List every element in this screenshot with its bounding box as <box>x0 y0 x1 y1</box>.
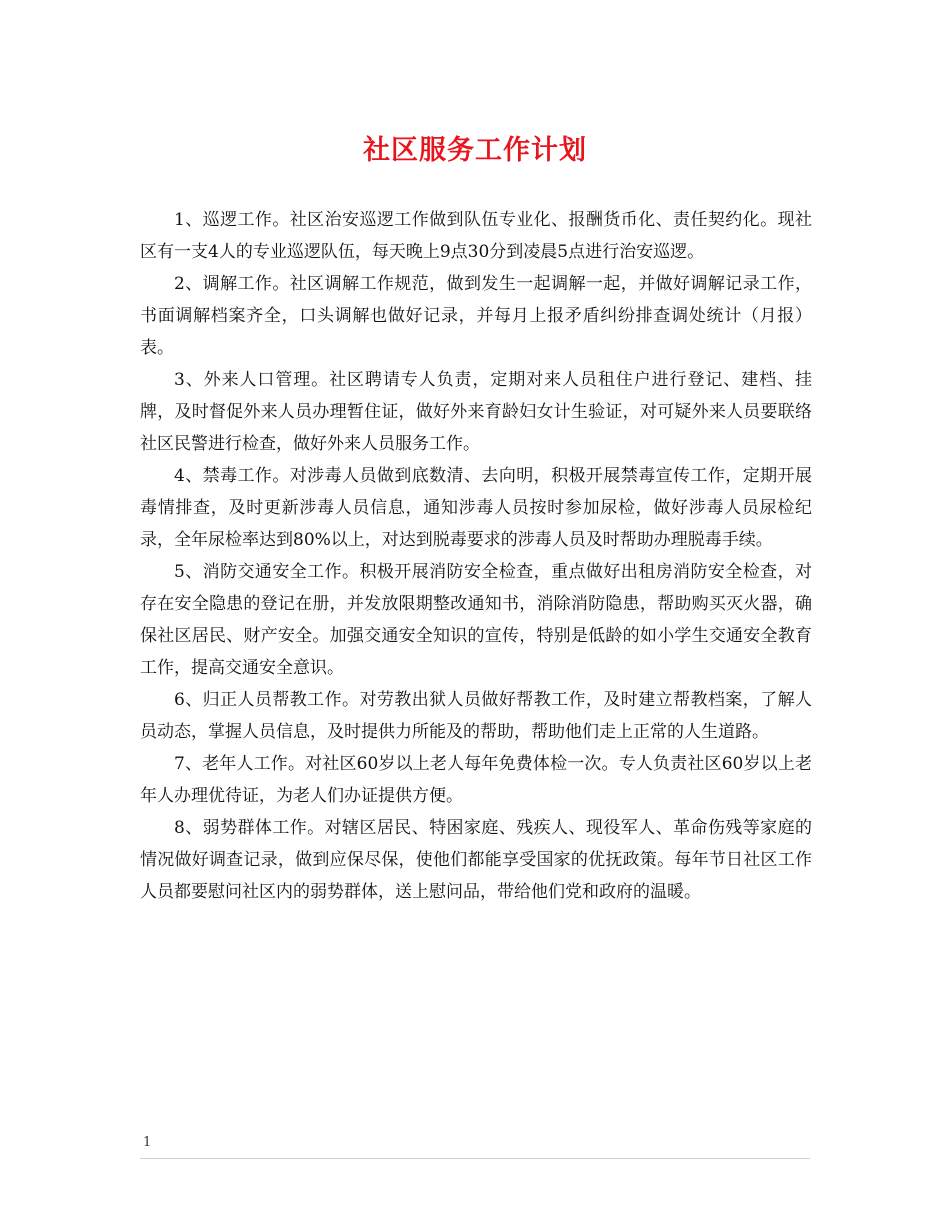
paragraph-migrant-management: 3、外来人口管理。社区聘请专人负责，定期对来人员租住户进行登记、建档、挂牌，及时督促外来人员办理暂住证，做好外来育龄妇女计生验证，对可疑外来人员要联络社区民警进行检查，做好外来人员服务工作。 <box>140 370 812 454</box>
paragraph-mediation: 2、调解工作。社区调解工作规范，做到发生一起调解一起，并做好调解记录工作，书面调解档案齐全，口头调解也做好记录，并每月上报矛盾纠纷排查调处统计（月报）表。 <box>140 274 812 358</box>
paragraph-fire-traffic-safety: 5、消防交通安全工作。积极开展消防安全检查，重点做好出租房消防安全检查，对存在安全隐患的登记在册，并发放限期整改通知书，消除消防隐患，帮助购买灭火器，确保社区居民、财产安全。加强交通安全知识的宣传，特别是低龄的如小学生交通安全教育工作，提高交通安全意识。 <box>140 562 812 678</box>
paragraph-rehabilitation: 6、归正人员帮教工作。对劳教出狱人员做好帮教工作，及时建立帮教档案，了解人员动态，掌握人员信息，及时提供力所能及的帮助，帮助他们走上正常的人生道路。 <box>140 690 812 742</box>
paragraph-elderly: 7、老年人工作。对社区60岁以上老人每年免费体检一次。专人负责社区60岁以上老年人办理优待证，为老人们办证提供方便。 <box>140 754 812 806</box>
footer-divider <box>140 1158 810 1159</box>
document-body <box>140 204 812 908</box>
paragraph-drug-control: 4、禁毒工作。对涉毒人员做到底数清、去向明，积极开展禁毒宣传工作，定期开展毒情排查，及时更新涉毒人员信息，通知涉毒人员按时参加尿检，做好涉毒人员尿检纪录，全年尿检率达到80%以上，对达到脱毒要求的涉毒人员及时帮助办理脱毒手续。 <box>140 466 812 550</box>
document-title: 社区服务工作计划 <box>363 135 587 166</box>
paragraph-patrol: 1、巡逻工作。社区治安巡逻工作做到队伍专业化、报酬货币化、责任契约化。现社区有一支4人的专业巡逻队伍，每天晚上9点30分到凌晨5点进行治安巡逻。 <box>140 210 812 262</box>
page-number: 1 <box>143 1135 152 1150</box>
paragraph-vulnerable-groups: 8、弱势群体工作。对辖区居民、特困家庭、残疾人、现役军人、革命伤残等家庭的情况做好调查记录，做到应保尽保，使他们都能享受国家的优抚政策。每年节日社区工作人员都要慰问社区内的弱势群体，送上慰问品，带给他们党和政府的温暖。 <box>140 818 812 902</box>
